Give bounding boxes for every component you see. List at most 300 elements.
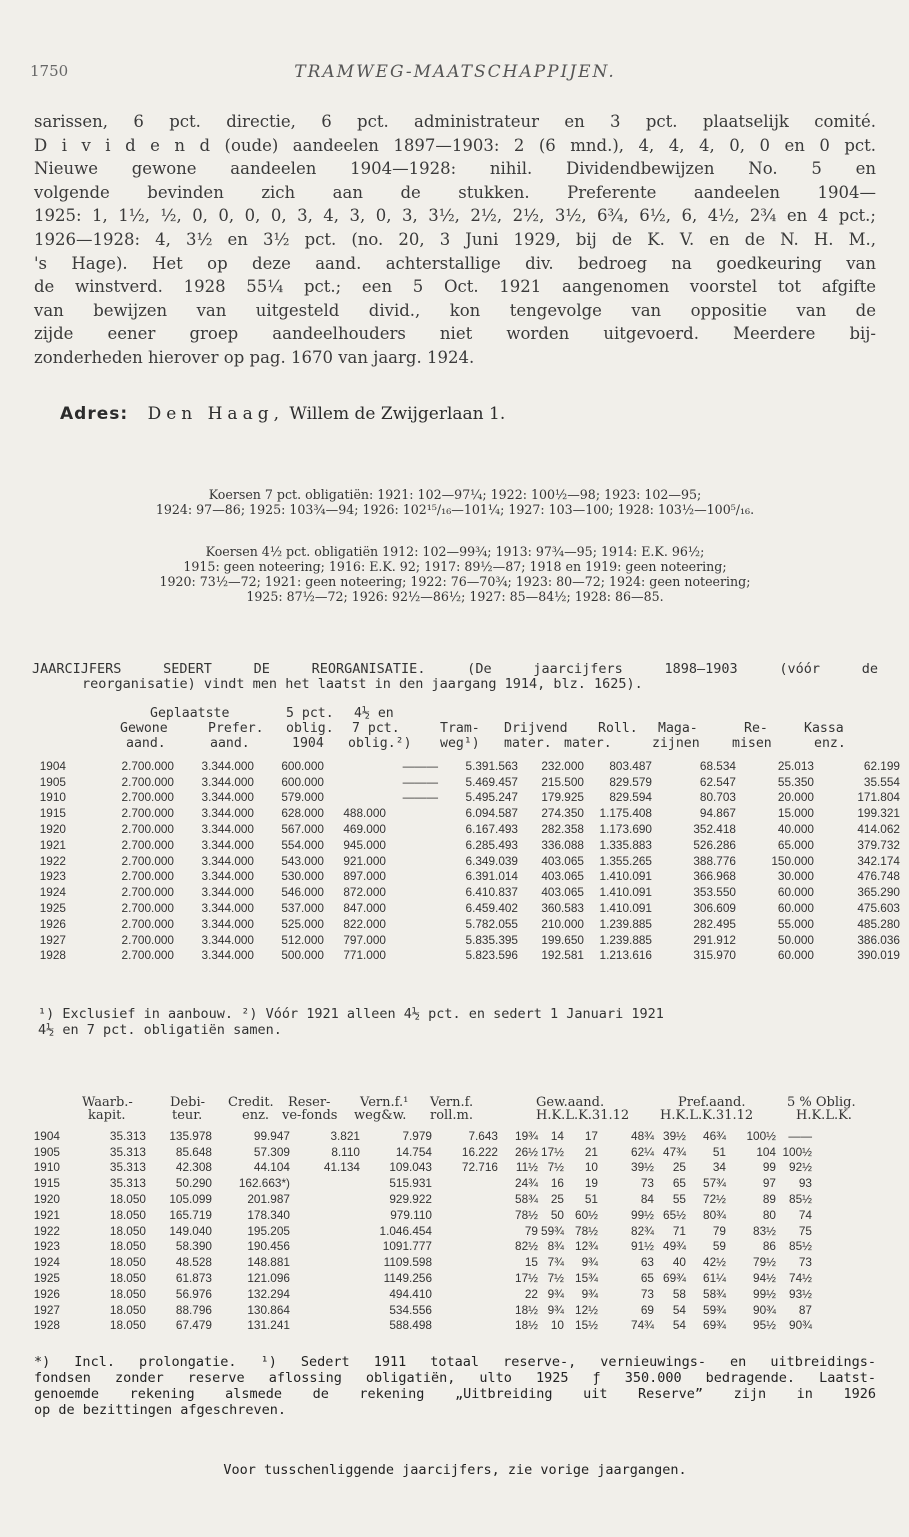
table-cell: 847.000	[343, 901, 386, 916]
table-cell: 40	[672, 1255, 686, 1270]
table-row	[20, 932, 900, 948]
table-cell: 105.099	[169, 1192, 212, 1207]
table1-header-row	[30, 706, 880, 720]
table-cell: 2.700.000	[121, 932, 174, 947]
column-header: Tram-	[440, 721, 480, 736]
table-cell: 291.912	[693, 932, 736, 947]
table-row	[20, 853, 900, 869]
table-row	[26, 1207, 812, 1223]
table-cell: 94½	[753, 1271, 776, 1286]
column-header: Pref.aand.	[678, 1095, 746, 1110]
table-cell: 16	[550, 1176, 564, 1191]
footnote-line: 4½ en 7 pct. obligatiën samen.	[38, 1022, 282, 1038]
table-cell: 62.547	[699, 774, 736, 789]
column-header: ve-fonds	[282, 1108, 338, 1123]
address-city: Den Haag,	[147, 404, 284, 424]
table-cell: 18.050	[109, 1223, 146, 1238]
table-cell: 2.700.000	[121, 806, 174, 821]
table-cell: 6.349.039	[465, 853, 518, 868]
table-cell: 130.864	[247, 1302, 290, 1317]
column-header: 5 pct.	[286, 706, 334, 721]
quote-line: 1925: 87½—72; 1926: 92½—86½; 1927: 85—84½; 1928: 86—85.	[246, 589, 664, 604]
table-cell: 69	[640, 1302, 654, 1317]
table-cell: 15	[524, 1255, 538, 1270]
table-cell: 1149.256	[383, 1271, 432, 1286]
table-cell: 2.700.000	[121, 774, 174, 789]
footnote-line: *) Incl. prolongatie. ¹) Sedert 1911 totaal reserve-, vernieuwings- en uitbreidings-	[34, 1354, 876, 1370]
table-row	[26, 1191, 812, 1207]
paragraph-line: sarissen, 6 pct. directie, 6 pct. administrateur en 3 pct. plaatselijk comité.	[34, 112, 876, 131]
table-cell	[290, 1302, 360, 1318]
table-cell: 822.000	[343, 916, 386, 931]
table-row	[26, 1239, 812, 1255]
table-cell: 55.350	[777, 774, 814, 789]
column-header: mater.	[504, 736, 552, 751]
table-row	[26, 1223, 812, 1239]
table-cell: 537.000	[281, 901, 324, 916]
balance-figures-table	[26, 1128, 812, 1333]
table-cell: 5.782.055	[465, 916, 518, 931]
table-cell: 80	[762, 1207, 776, 1222]
table-cell: 1.213.616	[599, 948, 652, 963]
column-header: Waarb.-	[82, 1095, 133, 1110]
table-cell: 47¾	[663, 1144, 686, 1159]
table-cell: 25.013	[777, 758, 814, 773]
table-cell: 526.286	[693, 837, 736, 852]
table-cell: 59¾	[703, 1302, 726, 1317]
table-cell: 74¾	[631, 1318, 654, 1333]
table-cell: 18.050	[109, 1239, 146, 1254]
table-cell: 58.390	[175, 1239, 212, 1254]
table-cell	[386, 916, 438, 932]
table-row	[20, 758, 900, 774]
table-cell: 17	[584, 1128, 598, 1143]
row-year: 1926	[39, 916, 66, 931]
table-cell: 1.239.885	[599, 932, 652, 947]
table-cell: 18½	[515, 1302, 538, 1317]
heading-line: reorganisatie) vindt men het laatst in den jaargang 1914, blz. 1625).	[82, 676, 643, 692]
table-cell	[290, 1175, 360, 1191]
column-header: Drijvend	[504, 721, 568, 736]
table-cell	[324, 758, 386, 774]
row-year: 1905	[33, 1144, 60, 1159]
table-cell: 73	[640, 1176, 654, 1191]
table-cell: 40.000	[777, 822, 814, 837]
table-cell	[290, 1254, 360, 1270]
table-cell: 530.000	[281, 869, 324, 884]
table-row	[26, 1270, 812, 1286]
table-cell: 18.050	[109, 1318, 146, 1333]
table-row	[26, 1318, 812, 1334]
table-cell: 921.000	[343, 853, 386, 868]
annual-figures-table	[20, 758, 900, 963]
table-cell: 2.700.000	[121, 837, 174, 852]
table-cell: 9¾	[581, 1255, 598, 1270]
table-cell: 1.046.454	[379, 1223, 432, 1238]
table-cell: 588.498	[389, 1318, 432, 1333]
table-cell: 65	[672, 1176, 686, 1191]
table-cell: 6.094.587	[465, 806, 518, 821]
table1-footnotes	[38, 1006, 878, 1038]
table-cell: 57¾	[703, 1176, 726, 1191]
table1-header-row	[30, 721, 880, 735]
table-cell: 6.285.493	[465, 837, 518, 852]
table-cell: 69¾	[703, 1318, 726, 1333]
table-cell: 65.000	[777, 837, 814, 852]
table-cell: 135.978	[169, 1128, 212, 1143]
table-cell	[290, 1239, 360, 1255]
table-cell: 543.000	[281, 853, 324, 868]
table2-header	[30, 1096, 880, 1122]
table-cell: 19	[584, 1176, 598, 1191]
table-cell: 403.065	[541, 853, 584, 868]
table-cell: 35.313	[109, 1128, 146, 1143]
table-cell: 20.000	[777, 790, 814, 805]
table-cell: 17½	[515, 1271, 538, 1286]
row-year: 1904	[33, 1128, 60, 1143]
table-cell: 469.000	[343, 822, 386, 837]
table-cell: 95½	[753, 1318, 776, 1333]
table-cell	[432, 1223, 498, 1239]
page-number: 1750	[30, 62, 69, 80]
table-cell: 18½	[515, 1318, 538, 1333]
table-cell: 195.205	[247, 1223, 290, 1238]
table-cell: 85½	[789, 1192, 812, 1207]
table-row	[20, 821, 900, 837]
table-cell: 35.313	[109, 1144, 146, 1159]
table-cell: 360.583	[541, 901, 584, 916]
address-label: Adres:	[60, 404, 129, 424]
table-row	[26, 1254, 812, 1270]
table-cell: 65	[640, 1271, 654, 1286]
table-cell: 15.000	[777, 806, 814, 821]
footnote-line: genoemde rekening alsmede de rekening „Uitbreiding uit Reserve” zijn in 1926	[34, 1386, 876, 1402]
table-cell: 99.947	[253, 1128, 290, 1143]
column-header: Gew.aand.	[536, 1095, 605, 1110]
table-cell: 353.550	[693, 885, 736, 900]
paragraph-line: volgende bevinden zich aan de stukken. Preferente aandeelen 1904—	[34, 182, 876, 202]
table-cell: 83½	[753, 1223, 776, 1238]
column-header: H.K.L.K.31.12	[536, 1108, 630, 1123]
table-cell: 58¾	[515, 1192, 538, 1207]
table-cell	[386, 821, 438, 837]
table2-footnotes	[34, 1354, 876, 1418]
row-year: 1923	[33, 1239, 60, 1254]
table-cell: 18.050	[109, 1192, 146, 1207]
column-header: enz.	[242, 1108, 270, 1123]
table-cell: 67.479	[175, 1318, 212, 1333]
table-cell: 567.000	[281, 822, 324, 837]
table-cell: 78½	[515, 1207, 538, 1222]
table-cell: 199.321	[857, 806, 900, 821]
table-cell: 979.110	[390, 1207, 432, 1222]
table-cell: 18.050	[109, 1255, 146, 1270]
table-cell: 897.000	[343, 869, 386, 884]
table-cell	[386, 900, 438, 916]
table-cell: 87	[798, 1302, 812, 1317]
row-year: 1922	[39, 853, 66, 868]
column-header: Reser-	[288, 1095, 331, 1110]
table-cell: 232.000	[541, 758, 584, 773]
table-cell: 79	[524, 1223, 538, 1238]
row-year: 1920	[33, 1192, 60, 1207]
table-cell: 600.000	[281, 774, 324, 789]
footnote-line: fondsen zonder reserve aflossing obligatiën, ulto 1925 ƒ 350.000 bedragende. Laatst-	[34, 1370, 876, 1386]
table-cell: 3.344.000	[201, 853, 254, 868]
table-cell: 35.313	[109, 1176, 146, 1191]
table-cell: 90¾	[789, 1318, 812, 1333]
table-cell: 35.313	[109, 1160, 146, 1175]
table-cell: 16.222	[461, 1144, 498, 1159]
table-cell: 75	[798, 1223, 812, 1238]
table-cell: 6.391.014	[465, 869, 518, 884]
row-year: 1904	[39, 758, 66, 773]
column-header: 7 pct.	[352, 721, 400, 736]
table-row	[26, 1175, 812, 1191]
table-cell	[324, 790, 386, 806]
closing-note: Voor tusschenliggende jaarcijfers, zie vorige jaargangen.	[223, 1462, 687, 1478]
table-cell: 379.732	[857, 837, 900, 852]
column-header: Debi-	[170, 1095, 205, 1110]
table-cell: 162.663*)	[238, 1176, 290, 1191]
table-cell: 42.308	[175, 1160, 212, 1175]
table-cell: 39½	[631, 1160, 654, 1175]
table-cell: ———	[402, 758, 438, 773]
table-cell: 1.335.883	[599, 837, 652, 852]
table-cell: 92½	[789, 1160, 812, 1175]
table-cell: 82½	[515, 1239, 538, 1254]
table-cell: 274.350	[541, 806, 584, 821]
column-header: aand.	[126, 736, 166, 751]
table-cell: 190.456	[247, 1239, 290, 1254]
row-year: 1910	[33, 1160, 60, 1175]
table-cell: 306.609	[693, 901, 736, 916]
table-cell: 929.922	[389, 1192, 432, 1207]
table-cell: 403.065	[541, 885, 584, 900]
table-cell: 56.976	[175, 1286, 212, 1301]
table-cell: 9¾	[547, 1286, 564, 1301]
table-cell	[432, 1191, 498, 1207]
table-cell: 3.344.000	[201, 885, 254, 900]
table-cell: 1.355.265	[599, 853, 652, 868]
address-line	[60, 404, 505, 424]
table-cell	[324, 774, 386, 790]
table-cell: 79	[712, 1223, 726, 1238]
table-cell: 19¾	[515, 1128, 538, 1143]
table-cell: 84	[640, 1192, 654, 1207]
table-cell	[432, 1318, 498, 1334]
table-cell	[386, 932, 438, 948]
table-cell: 58	[672, 1286, 686, 1301]
column-header: Vern.f.¹	[360, 1095, 409, 1110]
table-cell: 3.344.000	[201, 916, 254, 931]
table-cell: 1.410.091	[599, 885, 652, 900]
table-cell: 3.344.000	[201, 790, 254, 805]
address-street: Willem de Zwijgerlaan 1.	[289, 404, 506, 424]
table-cell: 59	[712, 1239, 726, 1254]
table-cell: 46¾	[703, 1128, 726, 1143]
table-cell: 74	[798, 1207, 812, 1222]
annual-figures-heading	[32, 662, 878, 692]
column-header: Vern.f.	[430, 1095, 474, 1110]
table-cell: 65½	[663, 1207, 686, 1222]
table-cell: 60.000	[777, 885, 814, 900]
table-cell: 99½	[631, 1207, 654, 1222]
paragraph-line: 1925: 1, 1½, ½, 0, 0, 0, 0, 3, 4, 3, 0, 3, 3½, 2½, 2½, 3½, 6¾, 6½, 6, 4½, 2¾ en 4 pct.;	[34, 206, 876, 226]
table-cell: 2.700.000	[121, 853, 174, 868]
table-cell	[290, 1207, 360, 1223]
table-cell: 2.700.000	[121, 885, 174, 900]
table-cell: 15½	[575, 1318, 598, 1333]
table-cell: 18.050	[109, 1207, 146, 1222]
table-cell: 1.173.690	[599, 822, 652, 837]
table-cell: 1109.598	[383, 1255, 432, 1270]
table-row	[26, 1302, 812, 1318]
table-cell: 390.019	[857, 948, 900, 963]
table-cell: 6.167.493	[465, 822, 518, 837]
table-cell: 546.000	[281, 885, 324, 900]
running-title: TRAMWEG-MAATSCHAPPIJEN.	[294, 62, 616, 82]
row-year: 1924	[39, 885, 66, 900]
table-cell: 3.344.000	[201, 774, 254, 789]
table-cell: 2.700.000	[121, 901, 174, 916]
dividend-paragraph	[34, 110, 876, 370]
table-cell: 73	[640, 1286, 654, 1301]
table-cell: 74½	[789, 1271, 812, 1286]
table-cell: 10	[584, 1160, 598, 1175]
table-cell: 94.867	[699, 806, 736, 821]
column-header: Kassa	[804, 721, 844, 736]
table-cell: 945.000	[343, 837, 386, 852]
table-cell: 512.000	[281, 932, 324, 947]
table-cell: 80¾	[703, 1207, 726, 1222]
paragraph-line: zonderheden hierover op pag. 1670 van jaarg. 1924.	[34, 347, 475, 367]
table-cell: 5.469.457	[465, 774, 518, 789]
table-cell	[290, 1191, 360, 1207]
table-cell: 61.873	[175, 1271, 212, 1286]
table-cell: 178.340	[247, 1207, 290, 1222]
paragraph-line: D i v i d e n d (oude) aandeelen 1897—1903: 2 (6 mnd.), 4, 4, 4, 0, 0 en 0 pct.	[34, 135, 876, 155]
table-cell: 7½	[547, 1271, 564, 1286]
row-year: 1927	[39, 932, 66, 947]
table-cell: 149.040	[169, 1223, 212, 1238]
table-cell: 579.000	[281, 790, 324, 805]
table-cell: 150.000	[771, 853, 814, 868]
table-cell: 50.290	[175, 1176, 212, 1191]
column-header: H.K.L.K.	[796, 1108, 852, 1123]
table-cell: 41.134	[323, 1160, 360, 1175]
table-cell: 86	[762, 1239, 776, 1254]
table-cell: 3.344.000	[201, 932, 254, 947]
table-row	[26, 1160, 812, 1176]
table-cell: 85½	[789, 1239, 812, 1254]
table-cell: 3.344.000	[201, 837, 254, 852]
row-year: 1928	[39, 948, 66, 963]
table-cell: 403.065	[541, 869, 584, 884]
column-header: Geplaatste	[150, 706, 230, 721]
table-cell: 109.043	[389, 1160, 432, 1175]
paragraph-line: de winstverd. 1928 55¼ pct.; een 5 Oct. 1921 aangenomen voorstel tot afgifte	[34, 277, 876, 297]
table-cell: 50	[550, 1207, 564, 1222]
table-cell: 5.391.563	[465, 758, 518, 773]
table-cell: 22	[524, 1286, 538, 1301]
paragraph-line: 's Hage). Het op deze aand. achterstallige div. bedroeg na goedkeuring van	[34, 253, 876, 273]
table-cell: 5.495.247	[465, 790, 518, 805]
table-cell: 88.796	[175, 1302, 212, 1317]
row-year: 1928	[33, 1318, 60, 1333]
column-header: oblig.²)	[348, 736, 412, 751]
table-cell: 2.700.000	[121, 869, 174, 884]
table-cell: 89	[762, 1192, 776, 1207]
table-cell: 68.534	[699, 758, 736, 773]
table-cell: 485.280	[857, 916, 900, 931]
table-cell: 25	[672, 1160, 686, 1175]
row-year: 1926	[33, 1286, 60, 1301]
table-cell: 10	[550, 1318, 564, 1333]
table-cell: 73	[798, 1255, 812, 1270]
table-cell: 179.925	[541, 790, 584, 805]
table-cell: 829.594	[609, 790, 652, 805]
table-cell: 24¾	[515, 1176, 538, 1191]
table-cell: 1.175.408	[599, 806, 652, 821]
table-cell: 69¾	[663, 1271, 686, 1286]
column-header: weg¹)	[440, 736, 480, 751]
table-cell: 215.500	[541, 774, 584, 789]
table-cell: 282.495	[693, 916, 736, 931]
table-cell: 3.344.000	[201, 869, 254, 884]
table-cell	[432, 1270, 498, 1286]
table-cell: 58¾	[703, 1286, 726, 1301]
table-cell: 201.987	[247, 1192, 290, 1207]
table-cell: 35.554	[863, 774, 900, 789]
row-year: 1923	[39, 869, 66, 884]
table-cell: 93½	[789, 1286, 812, 1301]
table-cell	[386, 869, 438, 885]
table-cell: 15¾	[575, 1271, 598, 1286]
table-cell: 2.700.000	[121, 916, 174, 931]
table-cell: 42½	[703, 1255, 726, 1270]
table-cell: 131.241	[247, 1318, 290, 1333]
table-cell: 39½	[663, 1128, 686, 1143]
table-cell: 1.239.885	[599, 916, 652, 931]
table-cell: 18.050	[109, 1286, 146, 1301]
table-cell	[386, 853, 438, 869]
table-cell: 48¾	[631, 1128, 654, 1143]
column-header: kapit.	[88, 1108, 126, 1123]
table-cell: ———	[402, 790, 438, 805]
table-cell: 85.648	[175, 1144, 212, 1159]
table-cell: 12¾	[575, 1239, 598, 1254]
table-cell: 60.000	[777, 948, 814, 963]
table-cell: 104	[756, 1144, 776, 1159]
table-cell: 90¾	[753, 1302, 776, 1317]
table-cell: 388.776	[693, 853, 736, 868]
table-cell: 55	[672, 1192, 686, 1207]
table-cell: 121.096	[247, 1271, 290, 1286]
table-cell: 34	[712, 1160, 726, 1175]
table-cell: 72½	[703, 1192, 726, 1207]
table-cell: 3.821	[330, 1128, 360, 1143]
table1-header-row	[30, 736, 880, 750]
table-cell: 475.603	[857, 901, 900, 916]
table-row	[20, 837, 900, 853]
table-cell: 6.410.837	[465, 885, 518, 900]
column-header: mater.	[564, 736, 612, 751]
row-year: 1920	[39, 822, 66, 837]
table-cell: 797.000	[343, 932, 386, 947]
quote-line: 1920: 73½—72; 1921: geen noteering; 1922: 76—70¾; 1923: 80—72; 1924: geen noteering;	[159, 574, 751, 589]
table-cell	[290, 1318, 360, 1334]
